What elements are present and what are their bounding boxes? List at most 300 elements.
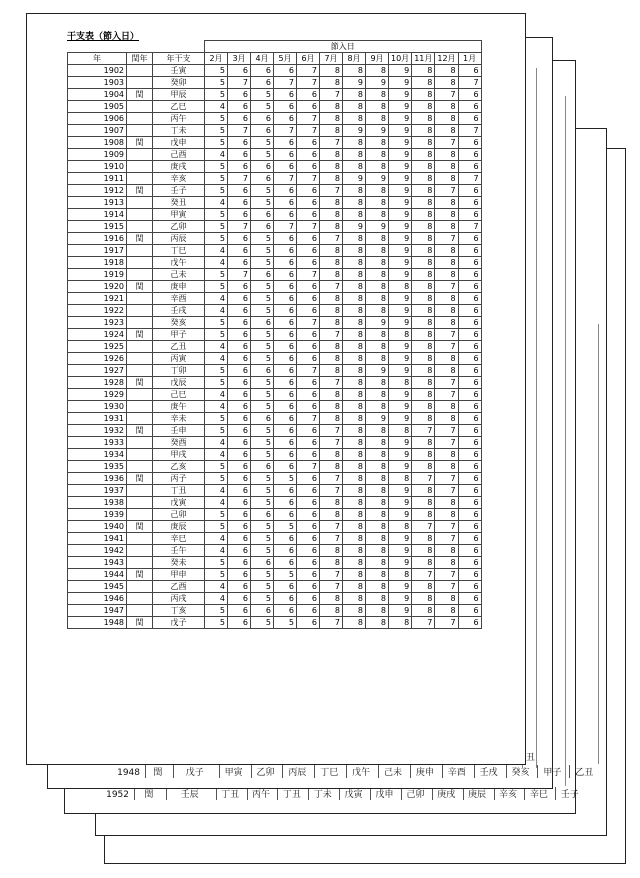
leap-cell bbox=[127, 497, 153, 509]
day-cell: 6 bbox=[458, 605, 481, 617]
table-row bbox=[68, 137, 482, 149]
year-cell: 1905 bbox=[68, 101, 127, 113]
leap-cell bbox=[127, 365, 153, 377]
day-cell: 7 bbox=[320, 425, 343, 437]
day-cell: 9 bbox=[389, 65, 412, 77]
day-cell: 8 bbox=[366, 305, 389, 317]
day-cell: 4 bbox=[205, 449, 228, 461]
ganzhi-cell: 乙巳 bbox=[153, 101, 205, 113]
ganzhi-cell: 庚申 bbox=[153, 281, 205, 293]
table-row bbox=[68, 269, 482, 281]
day-cell: 8 bbox=[435, 101, 458, 113]
day-cell: 8 bbox=[412, 509, 435, 521]
day-cell: 7 bbox=[228, 173, 251, 185]
day-cell: 6 bbox=[274, 425, 297, 437]
day-cell: 6 bbox=[458, 65, 481, 77]
day-cell: 8 bbox=[320, 497, 343, 509]
day-cell: 5 bbox=[251, 281, 274, 293]
ganzhi-cell: 戊辰 bbox=[153, 377, 205, 389]
day-cell: 8 bbox=[366, 185, 389, 197]
day-cell: 6 bbox=[274, 593, 297, 605]
day-cell: 7 bbox=[435, 341, 458, 353]
year-cell: 1902 bbox=[68, 65, 127, 77]
day-cell: 8 bbox=[320, 77, 343, 89]
table-row bbox=[68, 593, 482, 605]
day-cell: 8 bbox=[366, 161, 389, 173]
day-cell: 6 bbox=[274, 89, 297, 101]
day-cell: 5 bbox=[251, 293, 274, 305]
year-cell: 1904 bbox=[68, 89, 127, 101]
day-cell: 6 bbox=[458, 233, 481, 245]
ganzhi-cell: 甲戌 bbox=[153, 449, 205, 461]
day-cell: 6 bbox=[297, 497, 320, 509]
day-cell: 8 bbox=[320, 245, 343, 257]
day-cell: 8 bbox=[435, 461, 458, 473]
day-cell: 6 bbox=[228, 293, 251, 305]
day-cell: 6 bbox=[274, 305, 297, 317]
day-cell: 9 bbox=[366, 413, 389, 425]
day-cell: 6 bbox=[228, 317, 251, 329]
leap-cell bbox=[127, 605, 153, 617]
day-cell: 8 bbox=[366, 521, 389, 533]
ganzhi-cell: 己卯 bbox=[153, 509, 205, 521]
day-cell: 6 bbox=[251, 413, 274, 425]
day-cell: 8 bbox=[435, 605, 458, 617]
ganzhi-cell: 戊寅 bbox=[153, 497, 205, 509]
day-cell: 5 bbox=[251, 485, 274, 497]
day-cell: 8 bbox=[366, 461, 389, 473]
ganzhi-cell: 辛酉 bbox=[153, 293, 205, 305]
day-cell: 8 bbox=[366, 545, 389, 557]
table-row bbox=[68, 449, 482, 461]
day-cell: 6 bbox=[297, 101, 320, 113]
day-cell: 5 bbox=[205, 113, 228, 125]
year-cell: 1909 bbox=[68, 149, 127, 161]
day-cell: 6 bbox=[274, 149, 297, 161]
day-cell: 6 bbox=[251, 557, 274, 569]
day-cell: 7 bbox=[320, 329, 343, 341]
day-cell: 6 bbox=[458, 185, 481, 197]
table-row bbox=[68, 65, 482, 77]
leap-cell bbox=[127, 401, 153, 413]
day-cell: 8 bbox=[366, 401, 389, 413]
day-cell: 7 bbox=[297, 317, 320, 329]
day-cell: 8 bbox=[389, 569, 412, 581]
table-row bbox=[68, 557, 482, 569]
ganzhi-cell: 壬戌 bbox=[153, 305, 205, 317]
leap-cell bbox=[127, 461, 153, 473]
day-cell: 8 bbox=[320, 509, 343, 521]
day-cell: 8 bbox=[435, 497, 458, 509]
day-cell: 6 bbox=[251, 65, 274, 77]
day-cell: 6 bbox=[458, 497, 481, 509]
day-cell: 8 bbox=[412, 533, 435, 545]
day-cell: 6 bbox=[274, 293, 297, 305]
day-cell: 8 bbox=[412, 209, 435, 221]
day-cell: 6 bbox=[458, 377, 481, 389]
day-cell: 6 bbox=[228, 305, 251, 317]
day-cell: 6 bbox=[274, 485, 297, 497]
day-cell: 9 bbox=[389, 341, 412, 353]
day-cell: 7 bbox=[435, 137, 458, 149]
day-cell: 8 bbox=[320, 125, 343, 137]
day-cell: 5 bbox=[274, 473, 297, 485]
day-cell: 5 bbox=[205, 521, 228, 533]
day-cell: 8 bbox=[320, 305, 343, 317]
day-cell: 5 bbox=[251, 89, 274, 101]
ganzhi-cell: 辛未 bbox=[153, 413, 205, 425]
day-cell: 6 bbox=[228, 617, 251, 629]
day-cell: 6 bbox=[228, 341, 251, 353]
day-cell: 8 bbox=[435, 545, 458, 557]
day-cell: 8 bbox=[366, 113, 389, 125]
day-cell: 8 bbox=[412, 221, 435, 233]
day-cell: 8 bbox=[412, 485, 435, 497]
day-cell: 8 bbox=[412, 413, 435, 425]
day-cell: 8 bbox=[412, 365, 435, 377]
day-cell: 8 bbox=[412, 581, 435, 593]
day-cell: 6 bbox=[297, 473, 320, 485]
day-cell: 8 bbox=[320, 389, 343, 401]
day-cell: 6 bbox=[228, 149, 251, 161]
year-cell: 1915 bbox=[68, 221, 127, 233]
table-row bbox=[68, 161, 482, 173]
day-cell: 6 bbox=[274, 389, 297, 401]
leap-cell bbox=[127, 317, 153, 329]
day-cell: 4 bbox=[205, 437, 228, 449]
day-cell: 4 bbox=[205, 593, 228, 605]
day-cell: 8 bbox=[435, 149, 458, 161]
day-cell: 8 bbox=[366, 257, 389, 269]
day-cell: 6 bbox=[458, 341, 481, 353]
day-cell: 5 bbox=[205, 209, 228, 221]
year-cell: 1941 bbox=[68, 533, 127, 545]
sheet-2-visible-row: 1948 閏 戊子 甲寅 乙卯 丙辰 丁巳 戊午 己未 庚申 辛酉 壬戌 癸亥 甲子 乙丑 bbox=[98, 765, 598, 778]
ganzhi-cell: 癸丑 bbox=[153, 197, 205, 209]
day-cell: 8 bbox=[366, 569, 389, 581]
leap-cell bbox=[127, 341, 153, 353]
year-cell: 1917 bbox=[68, 245, 127, 257]
day-cell: 6 bbox=[228, 257, 251, 269]
day-cell: 8 bbox=[343, 545, 366, 557]
day-cell: 7 bbox=[320, 473, 343, 485]
day-cell: 7 bbox=[274, 77, 297, 89]
day-cell: 7 bbox=[274, 221, 297, 233]
day-cell: 8 bbox=[412, 269, 435, 281]
leap-cell: 閏 bbox=[127, 281, 153, 293]
day-cell: 8 bbox=[366, 377, 389, 389]
day-cell: 8 bbox=[343, 437, 366, 449]
day-cell: 4 bbox=[205, 149, 228, 161]
day-cell: 9 bbox=[389, 317, 412, 329]
day-cell: 6 bbox=[228, 449, 251, 461]
day-cell: 7 bbox=[435, 329, 458, 341]
day-cell: 5 bbox=[205, 413, 228, 425]
day-cell: 6 bbox=[458, 317, 481, 329]
day-cell: 7 bbox=[320, 533, 343, 545]
day-cell: 5 bbox=[205, 233, 228, 245]
day-cell: 9 bbox=[343, 221, 366, 233]
ganzhi-cell: 戊申 bbox=[153, 137, 205, 149]
day-cell: 6 bbox=[228, 89, 251, 101]
header-row bbox=[68, 53, 482, 65]
table-row bbox=[68, 545, 482, 557]
year-cell: 1918 bbox=[68, 257, 127, 269]
day-cell: 6 bbox=[228, 557, 251, 569]
day-cell: 8 bbox=[412, 377, 435, 389]
day-cell: 6 bbox=[274, 497, 297, 509]
day-cell: 8 bbox=[435, 65, 458, 77]
header-month: 6月 bbox=[297, 53, 320, 65]
day-cell: 7 bbox=[412, 473, 435, 485]
day-cell: 5 bbox=[205, 77, 228, 89]
day-cell: 8 bbox=[435, 509, 458, 521]
day-cell: 8 bbox=[343, 353, 366, 365]
day-cell: 9 bbox=[389, 389, 412, 401]
leap-cell: 閏 bbox=[127, 569, 153, 581]
header-month: 3月 bbox=[228, 53, 251, 65]
day-cell: 8 bbox=[343, 413, 366, 425]
day-cell: 6 bbox=[274, 557, 297, 569]
day-cell: 6 bbox=[297, 557, 320, 569]
day-cell: 8 bbox=[435, 413, 458, 425]
day-cell: 8 bbox=[343, 425, 366, 437]
day-cell: 5 bbox=[251, 341, 274, 353]
day-cell: 6 bbox=[228, 581, 251, 593]
day-cell: 5 bbox=[251, 389, 274, 401]
ganzhi-cell: 丁未 bbox=[153, 125, 205, 137]
leap-cell bbox=[127, 269, 153, 281]
leap-cell bbox=[127, 485, 153, 497]
table-row bbox=[68, 425, 482, 437]
day-cell: 6 bbox=[228, 509, 251, 521]
day-cell: 8 bbox=[412, 173, 435, 185]
day-cell: 6 bbox=[251, 77, 274, 89]
day-cell: 7 bbox=[228, 77, 251, 89]
day-cell: 9 bbox=[389, 461, 412, 473]
day-cell: 6 bbox=[458, 581, 481, 593]
day-cell: 8 bbox=[412, 161, 435, 173]
day-cell: 8 bbox=[366, 65, 389, 77]
day-cell: 8 bbox=[320, 317, 343, 329]
table-row bbox=[68, 605, 482, 617]
day-cell: 6 bbox=[251, 173, 274, 185]
day-cell: 8 bbox=[366, 341, 389, 353]
year-cell: 1906 bbox=[68, 113, 127, 125]
day-cell: 8 bbox=[389, 473, 412, 485]
day-cell: 6 bbox=[458, 161, 481, 173]
day-cell: 6 bbox=[458, 245, 481, 257]
day-cell: 8 bbox=[343, 341, 366, 353]
day-cell: 6 bbox=[297, 329, 320, 341]
day-cell: 9 bbox=[389, 257, 412, 269]
day-cell: 8 bbox=[412, 341, 435, 353]
day-cell: 5 bbox=[205, 89, 228, 101]
day-cell: 8 bbox=[366, 389, 389, 401]
day-cell: 4 bbox=[205, 581, 228, 593]
day-cell: 6 bbox=[297, 569, 320, 581]
day-cell: 8 bbox=[343, 269, 366, 281]
day-cell: 6 bbox=[458, 269, 481, 281]
day-cell: 6 bbox=[297, 521, 320, 533]
day-cell: 7 bbox=[435, 617, 458, 629]
ganzhi-table bbox=[67, 40, 482, 629]
year-cell: 1924 bbox=[68, 329, 127, 341]
day-cell: 6 bbox=[228, 533, 251, 545]
day-cell: 8 bbox=[320, 149, 343, 161]
ganzhi-cell: 丙辰 bbox=[153, 233, 205, 245]
ganzhi-cell: 癸卯 bbox=[153, 77, 205, 89]
leap-cell bbox=[127, 245, 153, 257]
leap-cell bbox=[127, 353, 153, 365]
day-cell: 8 bbox=[435, 245, 458, 257]
day-cell: 6 bbox=[274, 341, 297, 353]
day-cell: 8 bbox=[366, 425, 389, 437]
day-cell: 9 bbox=[389, 509, 412, 521]
day-cell: 6 bbox=[458, 257, 481, 269]
ganzhi-cell: 己巳 bbox=[153, 389, 205, 401]
day-cell: 7 bbox=[297, 269, 320, 281]
header-month: 1月 bbox=[458, 53, 481, 65]
day-cell: 6 bbox=[274, 101, 297, 113]
ganzhi-cell: 甲子 bbox=[153, 329, 205, 341]
header-month: 10月 bbox=[389, 53, 412, 65]
day-cell: 6 bbox=[251, 509, 274, 521]
day-cell: 9 bbox=[389, 221, 412, 233]
ganzhi-cell: 丁卯 bbox=[153, 365, 205, 377]
year-cell: 1938 bbox=[68, 497, 127, 509]
day-cell: 5 bbox=[205, 461, 228, 473]
day-cell: 9 bbox=[389, 413, 412, 425]
leap-cell: 閏 bbox=[127, 329, 153, 341]
day-cell: 8 bbox=[343, 209, 366, 221]
day-cell: 5 bbox=[251, 257, 274, 269]
day-cell: 6 bbox=[297, 89, 320, 101]
table-row bbox=[68, 617, 482, 629]
leap-cell: 閏 bbox=[127, 377, 153, 389]
day-cell: 8 bbox=[320, 161, 343, 173]
day-cell: 8 bbox=[343, 317, 366, 329]
header-group-row bbox=[68, 41, 482, 53]
year-cell: 1939 bbox=[68, 509, 127, 521]
ganzhi-cell: 庚戌 bbox=[153, 161, 205, 173]
day-cell: 8 bbox=[389, 521, 412, 533]
year-cell: 1940 bbox=[68, 521, 127, 533]
day-cell: 5 bbox=[251, 305, 274, 317]
day-cell: 9 bbox=[389, 449, 412, 461]
day-cell: 6 bbox=[458, 461, 481, 473]
day-cell: 8 bbox=[412, 353, 435, 365]
day-cell: 8 bbox=[412, 125, 435, 137]
table-row bbox=[68, 341, 482, 353]
day-cell: 6 bbox=[251, 461, 274, 473]
day-cell: 9 bbox=[366, 77, 389, 89]
day-cell: 9 bbox=[389, 269, 412, 281]
header-month: 7月 bbox=[320, 53, 343, 65]
day-cell: 6 bbox=[297, 137, 320, 149]
year-cell: 1928 bbox=[68, 377, 127, 389]
day-cell: 6 bbox=[228, 365, 251, 377]
ganzhi-cell: 庚辰 bbox=[153, 521, 205, 533]
table-row bbox=[68, 473, 482, 485]
day-cell: 8 bbox=[412, 185, 435, 197]
day-cell: 5 bbox=[205, 125, 228, 137]
ganzhi-cell: 辛巳 bbox=[153, 533, 205, 545]
year-cell: 1911 bbox=[68, 173, 127, 185]
day-cell: 9 bbox=[389, 197, 412, 209]
header-month: 12月 bbox=[435, 53, 458, 65]
day-cell: 8 bbox=[366, 533, 389, 545]
table-row bbox=[68, 305, 482, 317]
leap-cell: 閏 bbox=[127, 425, 153, 437]
day-cell: 8 bbox=[435, 77, 458, 89]
day-cell: 5 bbox=[251, 545, 274, 557]
day-cell: 6 bbox=[228, 461, 251, 473]
leap-cell: 閏 bbox=[127, 185, 153, 197]
day-cell: 8 bbox=[320, 353, 343, 365]
day-cell: 6 bbox=[458, 401, 481, 413]
day-cell: 8 bbox=[343, 401, 366, 413]
day-cell: 8 bbox=[412, 197, 435, 209]
day-cell: 5 bbox=[251, 569, 274, 581]
day-cell: 9 bbox=[389, 305, 412, 317]
day-cell: 7 bbox=[435, 425, 458, 437]
day-cell: 8 bbox=[412, 401, 435, 413]
day-cell: 6 bbox=[228, 137, 251, 149]
day-cell: 8 bbox=[435, 593, 458, 605]
day-cell: 8 bbox=[343, 449, 366, 461]
day-cell: 6 bbox=[297, 353, 320, 365]
day-cell: 5 bbox=[205, 161, 228, 173]
day-cell: 7 bbox=[297, 173, 320, 185]
day-cell: 8 bbox=[320, 593, 343, 605]
leap-cell bbox=[127, 305, 153, 317]
document-title: 干支表（節入日） bbox=[67, 32, 140, 42]
day-cell: 8 bbox=[343, 569, 366, 581]
day-cell: 8 bbox=[320, 365, 343, 377]
leap-cell: 閏 bbox=[127, 521, 153, 533]
day-cell: 8 bbox=[343, 509, 366, 521]
day-cell: 6 bbox=[297, 593, 320, 605]
ganzhi-cell: 丙子 bbox=[153, 473, 205, 485]
day-cell: 4 bbox=[205, 341, 228, 353]
day-cell: 6 bbox=[297, 389, 320, 401]
day-cell: 8 bbox=[320, 401, 343, 413]
day-cell: 4 bbox=[205, 245, 228, 257]
day-cell: 8 bbox=[389, 329, 412, 341]
day-cell: 9 bbox=[389, 401, 412, 413]
day-cell: 6 bbox=[458, 557, 481, 569]
ganzhi-cell: 丙午 bbox=[153, 113, 205, 125]
table-row bbox=[68, 281, 482, 293]
day-cell: 7 bbox=[320, 185, 343, 197]
day-cell: 8 bbox=[320, 65, 343, 77]
day-cell: 6 bbox=[274, 533, 297, 545]
day-cell: 8 bbox=[343, 113, 366, 125]
day-cell: 9 bbox=[389, 233, 412, 245]
day-cell: 9 bbox=[389, 137, 412, 149]
table-row bbox=[68, 293, 482, 305]
day-cell: 8 bbox=[366, 581, 389, 593]
table-row bbox=[68, 461, 482, 473]
day-cell: 9 bbox=[366, 173, 389, 185]
day-cell: 8 bbox=[343, 281, 366, 293]
day-cell: 5 bbox=[251, 533, 274, 545]
day-cell: 5 bbox=[205, 65, 228, 77]
day-cell: 7 bbox=[297, 413, 320, 425]
day-cell: 8 bbox=[435, 401, 458, 413]
day-cell: 6 bbox=[228, 593, 251, 605]
